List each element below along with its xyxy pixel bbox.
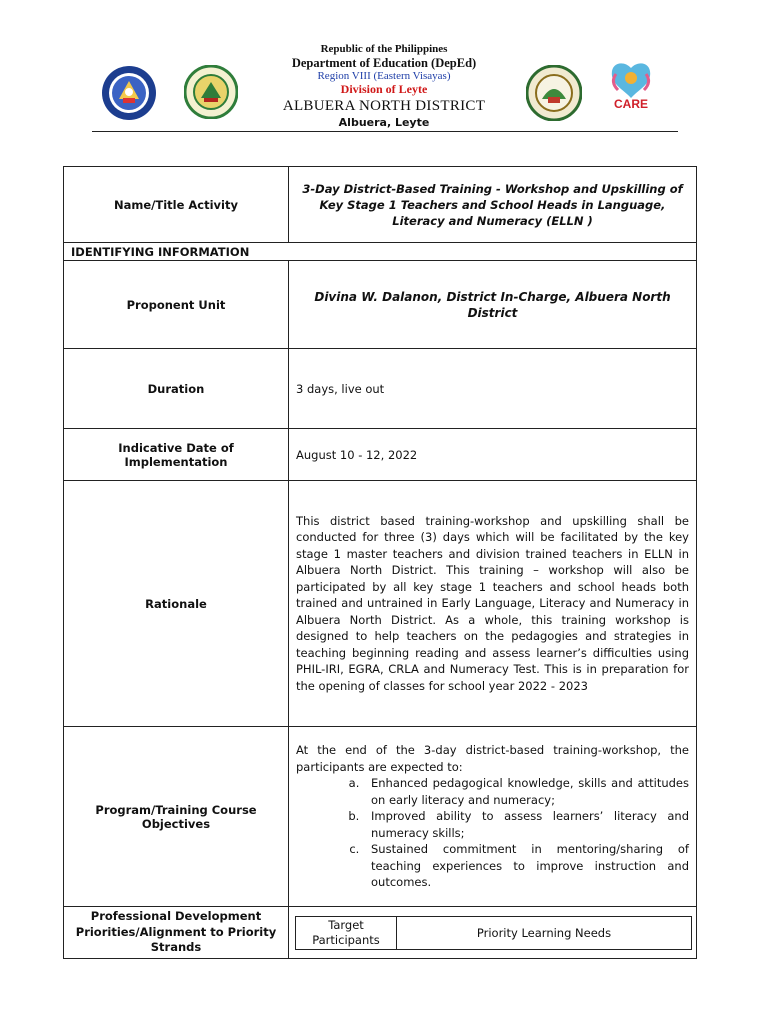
table-row: [64, 243, 697, 261]
header-division: Division of Leyte: [340, 82, 428, 96]
proponent-value: Divina W. Dalanon, District In-Charge, Albuera North District: [289, 261, 697, 349]
header-location: Albuera, Leyte: [338, 116, 430, 129]
header-district: ALBUERA NORTH DISTRICT: [282, 98, 486, 114]
column-header: Target Participants: [296, 916, 397, 949]
row-label: Duration: [64, 349, 289, 429]
objectives-cell: [289, 727, 697, 907]
header-republic: Republic of the Philippines: [320, 43, 448, 55]
row-label: Proponent Unit: [64, 261, 289, 349]
priority-needs-table: [295, 916, 692, 950]
table-row: [64, 907, 697, 959]
list-item: b. Improved ability to assess learners’ literacy and numeracy skills;: [363, 808, 689, 841]
alignment-cell: [289, 907, 697, 959]
row-label: Professional Development Priorities/Alignment to Priority Strands: [64, 907, 289, 959]
table-row: [296, 916, 692, 949]
row-label: Indicative Date of Implementation: [64, 429, 289, 481]
date-value: August 10 - 12, 2022: [289, 429, 697, 481]
care-logo-text: CARE: [613, 97, 649, 111]
duration-value: 3 days, live out: [289, 349, 697, 429]
rationale-text: This district based training-workshop and upskilling shall be conducted for three (3) days which will be facilitated by the key stage 1 master teachers and division trained teachers in ELLN in Albuera North District. This training – workshop will also be participated by all key stage 1 teachers and school heads both trained and untrained in Early Language, Literacy and Numeracy in Albuera North District. As a whole, this training workshop is designed to help teachers on the pedagogies and strategies in teaching beginning reading and assess learner’s difficulties using PHIL-IRI, EGRA, CRLA and Numeracy Test. This is in preparation for the opening of classes for school year 2022 - 2023: [289, 481, 697, 727]
document-header: [0, 0, 768, 140]
activity-proposal-table: [63, 166, 697, 959]
row-label: Rationale: [64, 481, 289, 727]
row-label: Name/Title Activity: [64, 167, 289, 243]
header-region: Region VIII (Eastern Visayas): [317, 70, 451, 82]
header-divider: [92, 131, 678, 132]
list-item: c. Sustained commitment in mentoring/sharing of teaching experiences to improve instruction and outcomes.: [363, 841, 689, 891]
objectives-list: [296, 775, 689, 891]
column-header: Priority Learning Needs: [397, 916, 692, 949]
activity-title: 3-Day District-Based Training - Workshop and Upskilling of Key Stage 1 Teachers and School Heads in Language, Literacy and Numeracy (ELLN ): [289, 167, 697, 243]
objectives-intro: At the end of the 3-day district-based training-workshop, the participants are expected to:: [296, 743, 689, 774]
table-row: [64, 481, 697, 727]
section-heading: IDENTIFYING INFORMATION: [64, 243, 697, 261]
row-label: Program/Training Course Objectives: [64, 727, 289, 907]
list-item: a. Enhanced pedagogical knowledge, skills and attitudes on early literacy and numeracy;: [363, 775, 689, 808]
table-row: [64, 727, 697, 907]
table-row: [64, 261, 697, 349]
table-row: [64, 349, 697, 429]
table-row: [64, 167, 697, 243]
header-deped: Department of Education (DepEd): [291, 56, 477, 70]
table-row: [64, 429, 697, 481]
